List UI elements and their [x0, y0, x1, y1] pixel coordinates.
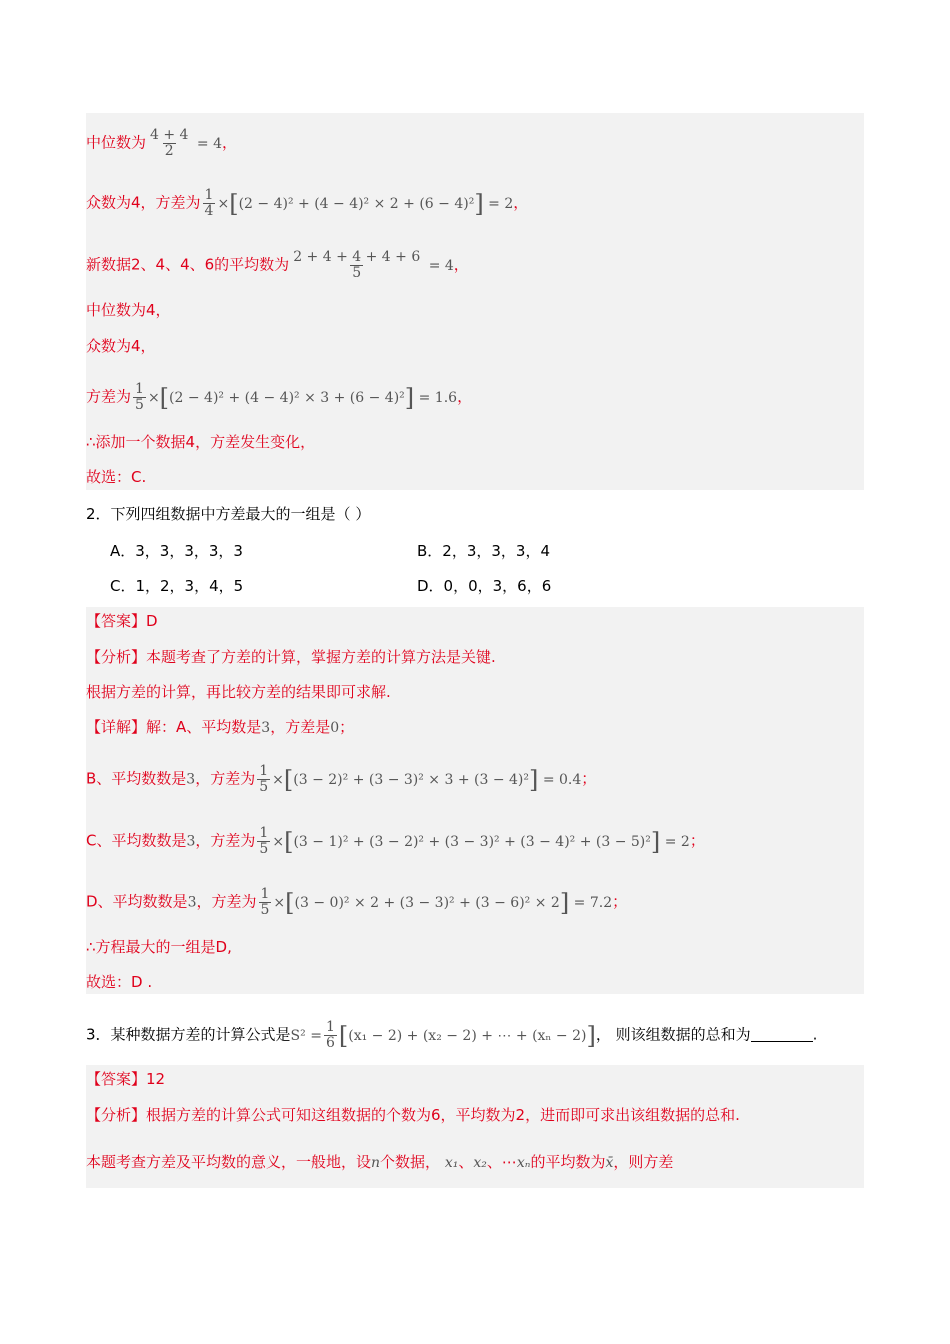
analysis-line-3b: 本题考查方差及平均数的意义，一般地，设n个数据， x₁、x₂、⋯xₙ的平均数为x̄，则方差 [86, 1153, 674, 1171]
question-2-stem: 2．下列四组数据中方差最大的一组是（ ） [86, 505, 371, 523]
median-line: 中位数为 $\frac{4 + 4}{2}$ = 4， [86, 127, 238, 159]
option-d: D．0，0，3，6，6 [417, 577, 552, 595]
analysis-line-2: 【分析】本题考查了方差的计算，掌握方差的计算方法是关键. [86, 648, 496, 666]
choice-line-2: 故选：D . [86, 973, 153, 991]
choice-line-1: 故选：C. [86, 468, 147, 486]
therefore-line: ∴添加一个数据4，方差发生变化， [86, 433, 316, 451]
detail-line-2: 【详解】解：A、平均数是3，方差是0； [86, 718, 355, 736]
analysis-line-2b: 根据方差的计算，再比较方差的结果即可求解. [86, 683, 391, 701]
option-c: C．1，2，3，4，5 [110, 577, 244, 595]
conclusion-line-2: ∴方程最大的一组是D, [86, 938, 232, 956]
median2-line: 中位数为4， [86, 301, 171, 319]
option-b: B．2，3，3，3，4 [417, 542, 551, 560]
answer-blank [751, 1027, 813, 1042]
option-c-variance: C、平均数数是3，方差为 $\frac{1}{5}$ ×[(3 − 1)² + (3 − 2)² + (3 − 3)² + (3 − 4)² + (3 − 5)²] = 2； [86, 825, 705, 857]
mode-variance-line: 众数为4，方差为 $\frac{1}{4}$ ×[(2 − 4)² + (4 − 4)² × 2 + (6 − 4)²] = 2， [86, 187, 529, 219]
option-b-variance: B、平均数数是3，方差为 $\frac{1}{5}$ ×[(3 − 2)² + (3 − 3)² × 3 + (3 − 4)²] = 0.4； [86, 763, 597, 795]
question-3-stem: 3．某种数据方差的计算公式是S² = $\frac{1}{6}$ [(x₁ − 2) + (x₂ − 2) + ⋯ + (xₙ − 2)]， 则该组数据的总和为 . [86, 1019, 818, 1051]
answer-line-3: 【答案】12 [86, 1070, 166, 1088]
analysis-line-3: 【分析】根据方差的计算公式可知这组数据的个数为6，平均数为2，进而即可求出该组数据的总和. [86, 1106, 740, 1124]
mode2-line: 众数为4， [86, 337, 156, 355]
option-d-variance: D、平均数数是3，方差为 $\frac{1}{5}$ ×[(3 − 0)² × 2 + (3 − 3)² + (3 − 6)² × 2] = 7.2； [86, 886, 628, 918]
answer-line-2: 【答案】D [86, 612, 158, 630]
new-data-mean-line: 新数据2、4、4、6的平均数为 $\frac{2 + 4 + 4 + 4 + 6}{5}$ = 4， [86, 249, 469, 281]
option-a: A．3，3，3，3，3 [110, 542, 243, 560]
variance2-line: 方差为 $\frac{1}{5}$ ×[(2 − 4)² + (4 − 4)² × 3 + (6 − 4)²] = 1.6， [86, 381, 473, 413]
